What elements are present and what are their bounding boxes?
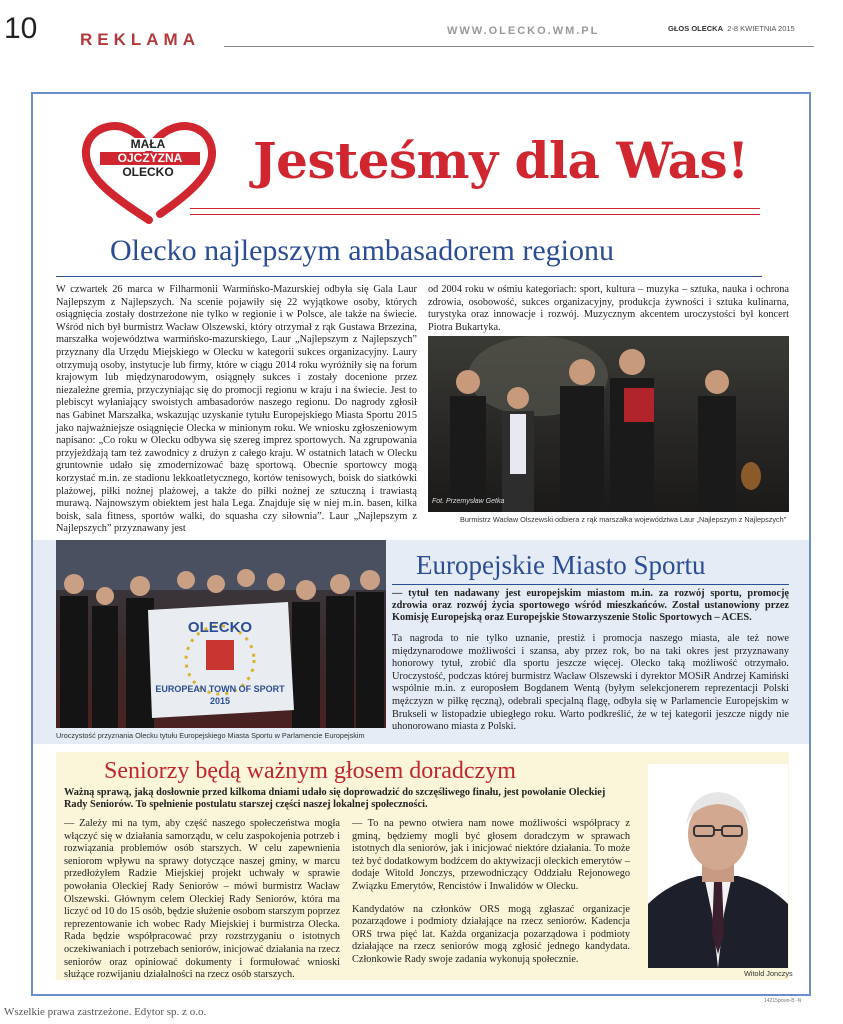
article3-column2-para1: — To na pewno otwiera nam nowe możliwości współpracy z gminą, będziemy mogli być głosem doradczym w sprawach istotnych dla seniorów, jak i inicjować niektóre działania. To może też być dodatkowym bodźcem do aktywizacji oleckich emerytów – dodaje Witold Jonczys, przewodniczący Oddziału Rejonowego Związku Emerytów, Rencistów i Inwalidów w Olecku.	[352, 818, 630, 892]
flag-title: OLECKO	[187, 619, 253, 636]
gala-photo-caption: Burmistrz Wacław Olszewski odbiera z rąk marszałka województwa Laur „Najlepszym z Najlepszych”	[460, 515, 787, 524]
eu-parliament-photo	[56, 540, 386, 728]
issue-date: 2-8 KWIETNIA 2015	[727, 24, 795, 33]
page-number: 10	[4, 12, 38, 45]
article2-title: Europejskie Miasto Sportu	[416, 550, 706, 580]
article3-lead: Ważną sprawą, jaką dosłownie przed kilkoma dniami udało się doprowadzić do szczęśliwego finału, jest powołanie Oleckiej Rady Seniorów. To spełnienie postulatu starszej części naszej lokalnej społeczności.	[64, 787, 606, 811]
article2-body: Ta nagroda to nie tylko uznanie, prestiż i promocja naszego miasta, ale też nowe międzynarodowe możliwości i szansa, aby przez rok, bo na taki okres jest przyznawany honorowy tytuł, zrobić dla sportu jeszcze więcej. Olecko taką możliwość otrzymało. Uroczystość, podczas której burmistrz Wacław Olszewski i dyrektor MOSiR Andrzej Kamiński wspólnie m.in. z europosłem Bogdanem Wentą (byłym selekcjonerem reprezentacji Polski mężczyzn w piłkę ręczną), odebrali specjalną flagę, odbyła się w Parlamencie Europejskim w Brukseli w listopadzie ubiegłego roku. Warto podkreślić, że w tej kategorii jeszcze nigdy nie uhonorowano miasta z Polski.	[392, 633, 789, 733]
copyright-footer: Wszelkie prawa zastrzeżone. Edytor sp. z o.o.	[4, 1006, 207, 1018]
article1-title: Olecko najlepszym ambasadorem regionu	[110, 234, 614, 267]
site-url[interactable]: WWW.OLECKO.WM.PL	[447, 25, 600, 37]
logo-line1: MAŁA	[130, 137, 166, 151]
portrait-figure	[648, 764, 788, 968]
main-headline: Jesteśmy dla Was!	[253, 131, 749, 190]
paper-name: GŁOS OLECKA	[668, 24, 724, 33]
portrait-caption: Witold Jonczys	[744, 969, 793, 978]
gala-photo	[428, 336, 789, 512]
gala-photo-scene	[428, 336, 789, 512]
logo-line2: OJCZYZNA	[117, 151, 183, 165]
headline-rule-top	[190, 208, 760, 209]
flag-year: 2015	[209, 696, 231, 706]
flag-subtitle: EUROPEAN TOWN OF SPORT	[155, 684, 285, 694]
article3-title: Seniorzy będą ważnym głosem doradczym	[104, 758, 516, 784]
article1-column2: od 2004 roku w ośmiu kategoriach: sport, kultura – muzyka – sztuka, nauka i ochrona zdrowia, osobowość, sukces organizacyjny, produkcja żywności i sztuka kulinarna, turystyka oraz innowacje i rozwój. Muzycznym akcentem uroczystości był koncert Piotra Bukartyka.	[428, 284, 789, 333]
photo-credit: Fot. Przemysław Getka	[432, 498, 505, 505]
article3-column2-para2: Kandydatów na członków ORS mogą zgłaszać organizacje pozarządowe i podmioty działające na rzecz seniorów. Kadencja ORS trwa pięć lat. Każda organizacja pozarządowa i podmioty działające na rzecz seniorów mogą zgłosić jednego kandydata. Członkowie Rady swoje zadania wykonują społecznie.	[352, 903, 630, 965]
mala-ojczyzna-logo	[80, 120, 218, 226]
article3-column1: — Zależy mi na tym, aby część naszego społeczeństwa mogła włączyć się w działania samorządu, w celu zaspokojenia potrzeb i rozwiązania problemów osób starszych. W celu zapewnienia seniorom wpływu na sprawy dotyczące naszej gminy, w marcu przedłożyłem Radzie Miejskiej projekt uchwały w sprawie powołania Oleckiej Rady Seniorów – mówi burmistrz Wacław Olszewski. Głównym celem Oleckiej Rady Seniorów, która ma liczyć od 10 do 15 osób, będzie służenie osobom starszym poprzez reprezentowanie ich wobec Rady Miejskiej i burmistrza Olecka. Rada będzie współpracować przy rozstrzyganiu o istotnych oczekiwaniach i potrzebach seniorów, inicjować działania na rzecz seniorów oraz opiniować dokumenty i formułować wnioski służące rozwijaniu działalności na rzecz osób starszych.	[64, 818, 340, 981]
section-label: REKLAMA	[80, 30, 200, 49]
eu-photo-caption: Uroczystość przyznania Olecku tytułu Europejskiego Miasta Sportu w Parlamencie Europejskim	[56, 731, 365, 740]
article2-rule	[392, 584, 789, 585]
portrait-photo	[648, 764, 788, 968]
article2-lead: — tytuł ten nadawany jest europejskim miastom m.in. za rozwój sportu, promocję zdrowia oraz rozwój życia sportowego wśród mieszkańców. Został ustanowiony przez Komisję Europejską oraz Europejskie Stowarzyszenie Stolic Sportowych – ACES.	[392, 588, 789, 624]
eu-photo-scene	[56, 540, 386, 728]
headline-rule-bottom	[190, 214, 760, 215]
paper-info	[668, 24, 795, 33]
header-divider	[224, 46, 814, 47]
logo-line3: OLECKO	[122, 165, 174, 179]
heart-icon	[80, 120, 218, 226]
article3-column2	[352, 818, 630, 967]
article1-column1: W czwartek 26 marca w Filharmonii Warmińsko-Mazurskiej odbyła się Gala Laur Najlepszym z Najlepszych. Na scenie pojawiły się 22 wyjątkowe osoby, których osiągnięcia zostały dostrzeżone nie tylko w regionie i w Polsce, ale także na świecie. Wśród nich był burmistrz Wacław Olszewski, który otrzymał z rąk Gustawa Brzezina, marszałka województwa warmińsko-mazurskiego, Laur „Najlepszym z Najlepszych” przyznany dla Urzędu Miejskiego w Olecku w kategorii sukces organizacyjny. Laury otrzymują osoby, instytucje lub firmy, które w ciągu 2014 roku wyróżniły się na forum krajowym lub międzynarodowym, osiągnęły sukces i zostały docenione przez niezależne gremia, przyczyniając się do promocji regionu w kraju i na świecie. Jest to plebiscyt wyłaniający swoistych ambasadorów naszego regionu. Do nagrody zgłosił nas Gabinet Marszałka, wskazując uzyskanie tytułu Europejskiego Miasta Sportu 2015 jako najważniejsze osiągnięcie Olecka w minionym roku. We wniosku zgłoszeniowym napisano: „Co roku w Olecku odbywa się szereg imprez sportowych. Na zgrupowania przyjeżdżają tam też zawodnicy z drużyn z całego kraju. W ostatnich latach w Olecku gruntownie udało się zmodernizować bazę sportową. Obecnie sportowcy mogą korzystać m.in. ze stadionu lekkoatletycznego, kortów tenisowych, boisk do siatkówki plażowej, piłki nożnej plażowej, a także do piłki nożnej ze sztuczną i trawiastą murawą. Najnowszym obiektem jest hala Lega. Znajduje się w niej m.in. basen, kilka boisk, sala fitness, sportów walki, do squasha czy siłownia”. Laur „Najlepszym z Najlepszych” przyznawany jest	[56, 284, 417, 535]
ad-code: 14215pcwo-B -N	[764, 998, 802, 1004]
article1-rule	[56, 276, 762, 277]
